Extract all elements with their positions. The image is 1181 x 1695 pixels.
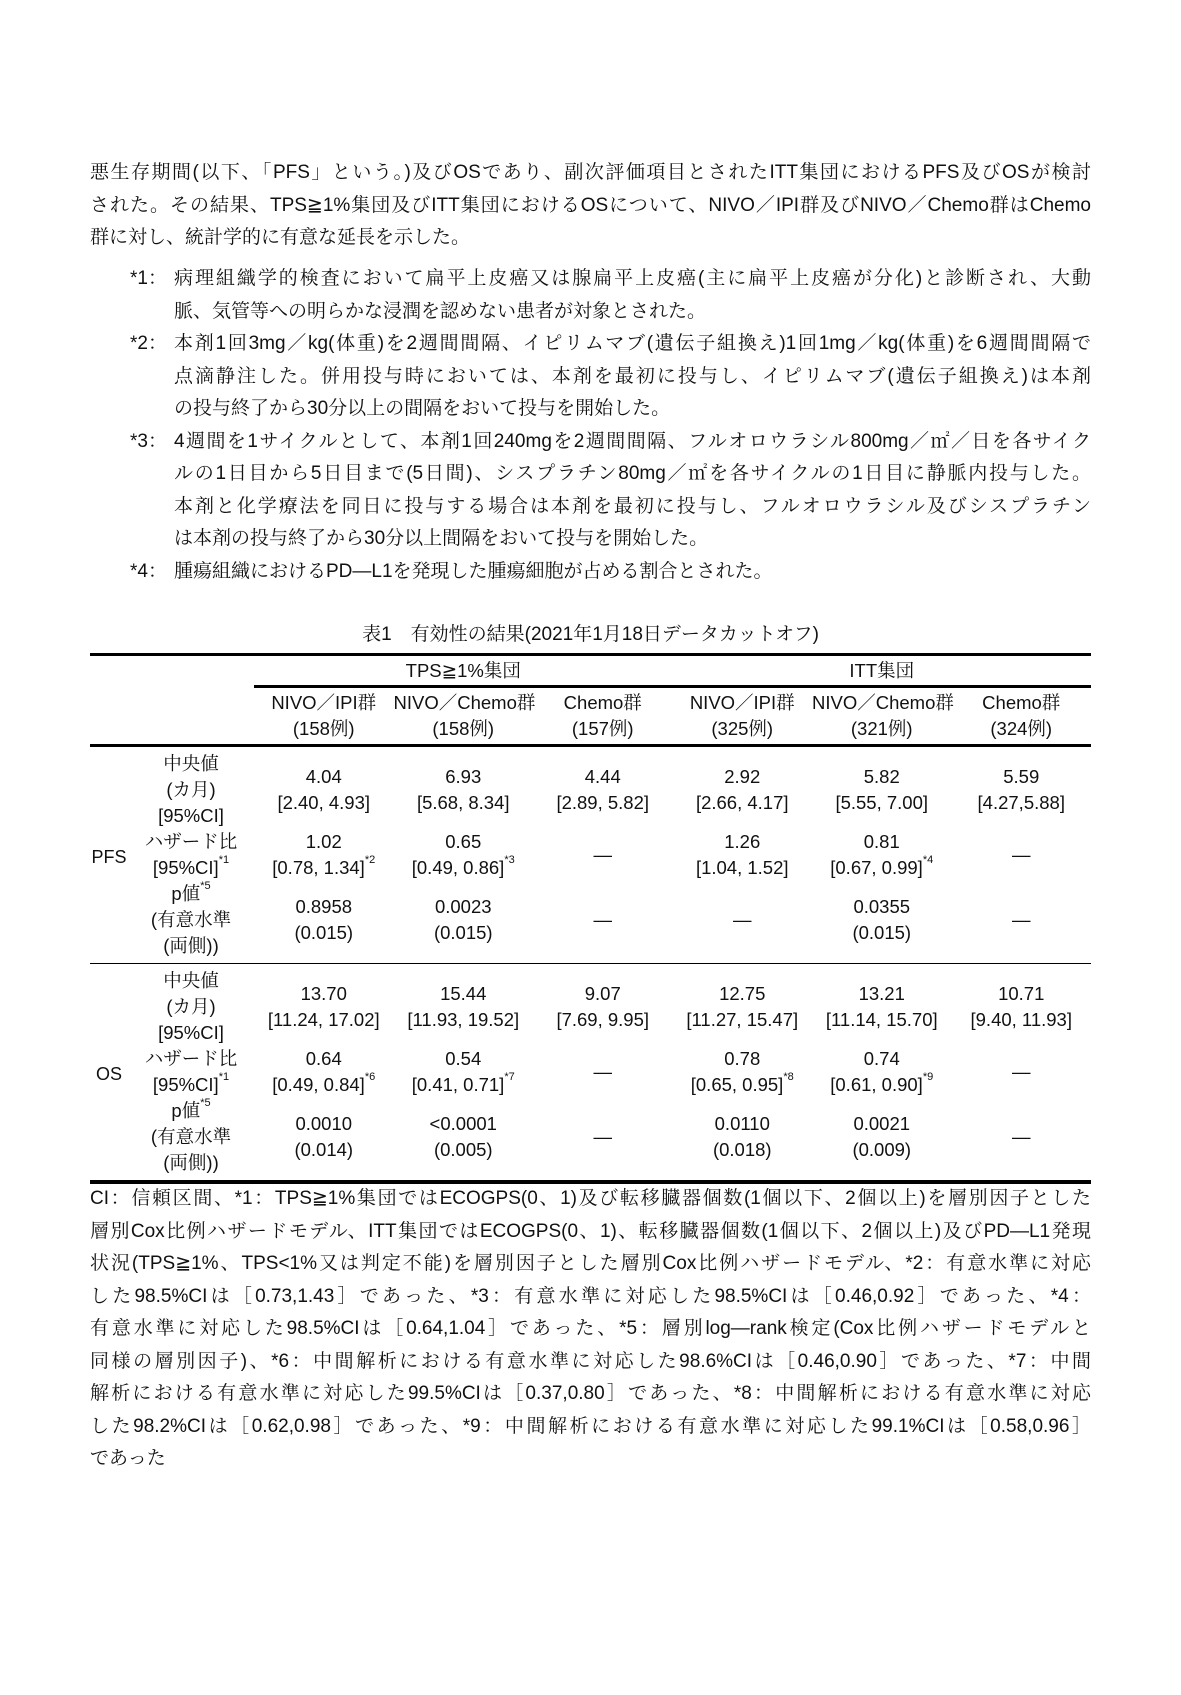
cell-text: [5.55, 7.00] bbox=[835, 792, 929, 813]
table-row-median bbox=[90, 746, 1091, 830]
cell-text: [0.61, 0.90] bbox=[830, 1074, 923, 1095]
cell-text: 6.93 bbox=[445, 766, 482, 787]
cell-text: 4.04 bbox=[305, 766, 342, 787]
cell-text: 9.07 bbox=[584, 983, 621, 1004]
dash: ― bbox=[733, 909, 752, 930]
text-line: 層別Cox比例ハザードモデル、ITT集団ではECOGPS(0、1)、転移臓器個数(1個以下、2個以上)及びPD―L1発現 bbox=[90, 1220, 1091, 1242]
footnote-marker: *2： bbox=[130, 333, 167, 354]
row-label bbox=[128, 1046, 254, 1098]
footnote-ref: *8 bbox=[783, 1071, 794, 1083]
footnote-text bbox=[174, 426, 1091, 556]
data-cell bbox=[394, 964, 534, 1047]
data-cell bbox=[673, 829, 813, 881]
section-label bbox=[90, 964, 128, 1183]
cell-text: (0.009) bbox=[852, 1139, 912, 1160]
data-cell bbox=[673, 1046, 813, 1098]
group-label: ITT集団 bbox=[849, 659, 915, 681]
cell-text: 0.54 bbox=[445, 1048, 482, 1069]
efficacy-results-table bbox=[90, 653, 1091, 1184]
group-header bbox=[254, 655, 673, 687]
text-line: ルの1日目から5日目まで(5日間)、シスプラチン80mg／㎡を各サイクルの1日目に静脈内投与した。 bbox=[174, 463, 1091, 484]
footnote-ref: *3 bbox=[504, 854, 515, 866]
cell-text: [11.27, 15.47] bbox=[686, 1009, 799, 1030]
cell-text: p値 bbox=[171, 883, 201, 904]
footnote-ref: *5 bbox=[200, 1097, 211, 1109]
section-name: PFS bbox=[91, 847, 127, 867]
cell-text: 0.65 bbox=[445, 831, 482, 852]
row-label bbox=[128, 1098, 254, 1182]
data-cell bbox=[812, 881, 952, 964]
table-row-p bbox=[90, 1098, 1091, 1182]
cell-text: [0.65, 0.95] bbox=[690, 1074, 784, 1095]
data-cell bbox=[254, 829, 394, 881]
table-notes bbox=[90, 1183, 1091, 1476]
dash: ― bbox=[593, 844, 612, 865]
text-line: 同様の層別因子)、*6：中間解析における有意水準に対応した98.6%CIは［0.46,0.90］であった、*7：中間 bbox=[90, 1350, 1091, 1372]
data-cell bbox=[952, 881, 1092, 964]
data-cell bbox=[812, 1098, 952, 1182]
column-header bbox=[533, 687, 673, 746]
cell-text: 5.59 bbox=[1003, 766, 1040, 787]
cell-text: 0.0355 bbox=[853, 896, 911, 917]
footnote-text bbox=[174, 328, 1091, 426]
footnote-ref: *5 bbox=[200, 880, 211, 892]
footnote-marker: *1： bbox=[130, 268, 167, 289]
table-row-hr bbox=[90, 829, 1091, 881]
data-cell bbox=[812, 1046, 952, 1098]
cell-text: [0.41, 0.71] bbox=[411, 1074, 505, 1095]
dash: ― bbox=[1012, 1126, 1031, 1147]
footnote-marker: *3： bbox=[130, 430, 167, 452]
footnote-ref: *9 bbox=[922, 1071, 934, 1083]
cell-text: 0.74 bbox=[863, 1048, 900, 1069]
text-line: 腫瘍組織におけるPD―L1を発現した腫瘍細胞が占める割合とされた。 bbox=[174, 560, 773, 582]
cell-text: 2.92 bbox=[724, 766, 761, 787]
data-cell bbox=[673, 964, 813, 1047]
dash: ― bbox=[1012, 1061, 1031, 1082]
dash: ― bbox=[593, 1126, 612, 1147]
text-line: 4週間を1サイクルとして、本剤1回240mgを2週間間隔、フルオロウラシル800mg／㎡／日を各サイク bbox=[174, 430, 1091, 452]
cell-text: 0.0110 bbox=[714, 1113, 770, 1134]
cell-text: (有意水準 bbox=[150, 909, 232, 930]
text-line: 点滴静注した。併用投与時においては、本剤を最初に投与し、イピリムマブ(遺伝子組換え)は本剤 bbox=[174, 365, 1091, 387]
cell-text: 0.0010 bbox=[295, 1113, 353, 1134]
data-cell bbox=[533, 964, 673, 1047]
cell-text: (0.015) bbox=[294, 922, 354, 943]
column-header bbox=[673, 687, 813, 746]
data-cell bbox=[533, 746, 673, 830]
data-cell bbox=[254, 881, 394, 964]
text-line: 解析における有意水準に対応した99.5%CIは［0.37,0.80］であった、*8：中間解析における有意水準に対応 bbox=[90, 1383, 1091, 1404]
data-cell bbox=[812, 829, 952, 881]
cell-text: [0.49, 0.86] bbox=[411, 857, 505, 878]
dash: ― bbox=[593, 1061, 612, 1082]
text-line: 状況(TPS≧1%、TPS<1%又は判定不能)を層別因子とした層別Cox比例ハザードモデル、*2：有意水準に対応 bbox=[90, 1253, 1091, 1274]
cell-text: 中央値 bbox=[163, 753, 219, 774]
text-line: は本剤の投与終了から30分以上間隔をおいて投与を開始した。 bbox=[174, 528, 709, 549]
cell-text: 0.0023 bbox=[434, 896, 492, 917]
footnote-ref: *4 bbox=[922, 854, 934, 866]
cell-text: [2.40, 4.93] bbox=[277, 792, 371, 813]
cell-text: NIVO／IPI群 bbox=[271, 692, 377, 713]
footnote-text bbox=[174, 556, 1091, 589]
cell-text: [2.66, 4.17] bbox=[695, 792, 789, 813]
cell-text: 10.71 bbox=[998, 983, 1045, 1004]
cell-text: (0.018) bbox=[712, 1139, 772, 1160]
text-line: 脈、気管等への明らかな浸潤を認めない患者が対象とされた。 bbox=[174, 300, 707, 322]
cell-text: ハザード比 bbox=[144, 831, 238, 852]
cell-text: [11.14, 15.70] bbox=[825, 1009, 938, 1030]
footnote-ref: *1 bbox=[218, 1071, 230, 1083]
cell-text: [2.89, 5.82] bbox=[556, 792, 650, 813]
group-header bbox=[673, 655, 1092, 687]
data-cell bbox=[533, 1046, 673, 1098]
cell-text: <0.0001 bbox=[429, 1113, 497, 1134]
data-cell bbox=[254, 746, 394, 830]
data-cell bbox=[952, 829, 1092, 881]
cell-text: [95%CI] bbox=[158, 1022, 224, 1043]
text-line: 有意水準に対応した98.5%CIは［0.64,1.04］であった、*5：層別log―rank検定(Cox比例ハザードモデルと bbox=[90, 1318, 1091, 1339]
group-label: TPS≧1%集団 bbox=[405, 659, 521, 681]
data-cell bbox=[254, 964, 394, 1047]
text-line: 本剤と化学療法を同日に投与する場合は本剤を最初に投与し、フルオロウラシル及びシスプラチン bbox=[174, 495, 1091, 517]
cell-text: (0.015) bbox=[852, 922, 912, 943]
cell-text: 1.26 bbox=[724, 831, 761, 852]
cell-text: 13.21 bbox=[858, 983, 905, 1004]
footnote-list bbox=[90, 263, 1091, 588]
text-line: であった bbox=[90, 1448, 166, 1469]
column-header bbox=[394, 687, 534, 746]
row-label bbox=[128, 746, 254, 830]
blank-cell bbox=[90, 687, 254, 746]
table-row-p bbox=[90, 881, 1091, 964]
data-cell bbox=[394, 1098, 534, 1182]
footnote-item bbox=[90, 328, 1091, 426]
cell-text: [7.69, 9.95] bbox=[556, 1009, 650, 1030]
data-cell bbox=[812, 964, 952, 1047]
intro-paragraph bbox=[90, 157, 1091, 255]
data-cell bbox=[952, 1098, 1092, 1182]
column-header bbox=[812, 687, 952, 746]
data-cell bbox=[254, 1046, 394, 1098]
cell-text: NIVO／IPI群 bbox=[689, 692, 795, 713]
text-line: された。その結果、TPS≧1%集団及びITT集団におけるOSについて、NIVO／IPI群及びNIVO／Chemo群はChemo bbox=[90, 194, 1091, 216]
data-cell bbox=[394, 829, 534, 881]
text-line: 群に対し、統計学的に有意な延長を示した。 bbox=[90, 227, 471, 248]
cell-text: (158例) bbox=[432, 718, 495, 739]
text-line: の投与終了から30分以上の間隔をおいて投与を開始した。 bbox=[174, 398, 671, 419]
footnote-ref: *2 bbox=[364, 854, 376, 866]
cell-text: [5.68, 8.34] bbox=[416, 792, 510, 813]
cell-text: [9.40, 11.93] bbox=[970, 1009, 1072, 1030]
cell-text: [0.49, 0.84] bbox=[272, 1074, 365, 1095]
cell-text: 0.8958 bbox=[295, 896, 353, 917]
blank-cell bbox=[90, 655, 254, 687]
data-cell bbox=[394, 1046, 534, 1098]
row-label bbox=[128, 881, 254, 964]
cell-text: (321例) bbox=[850, 718, 913, 739]
cell-text: (0.014) bbox=[294, 1139, 354, 1160]
cell-text: (有意水準 bbox=[150, 1126, 232, 1147]
cell-text: (カ月) bbox=[166, 996, 216, 1017]
data-cell bbox=[533, 1098, 673, 1182]
data-cell bbox=[812, 746, 952, 830]
cell-text: (カ月) bbox=[166, 779, 216, 800]
footnote-item bbox=[90, 263, 1091, 328]
text-line: 本剤1回3mg／kg(体重)を2週間間隔、イピリムマブ(遺伝子組換え)1回1mg／kg(体重)を6週間間隔で bbox=[174, 333, 1091, 354]
data-cell bbox=[254, 1098, 394, 1182]
cell-text: 15.44 bbox=[440, 983, 487, 1004]
cell-text: ハザード比 bbox=[144, 1048, 238, 1069]
data-cell bbox=[394, 881, 534, 964]
cell-text: [95%CI] bbox=[158, 805, 224, 826]
table-caption: 表1 有効性の結果(2021年1月18日データカットオフ) bbox=[362, 624, 819, 645]
cell-text: 0.78 bbox=[724, 1048, 761, 1069]
footnote-ref: *6 bbox=[364, 1071, 376, 1083]
data-cell bbox=[394, 746, 534, 830]
text-line: CI：信頼区間、*1：TPS≧1%集団ではECOGPS(0、1)及び転移臓器個数(1個以下、2個以上)を層別因子とした bbox=[90, 1188, 1091, 1209]
data-cell bbox=[952, 1046, 1092, 1098]
text-line: 悪生存期間(以下、「PFS」という。)及びOSであり、副次評価項目とされたITT集団におけるPFS及びOSが検討 bbox=[90, 162, 1091, 183]
cell-text: (158例) bbox=[292, 718, 355, 739]
cell-text: (157例) bbox=[571, 718, 634, 739]
cell-text: 0.0021 bbox=[853, 1113, 911, 1134]
cell-text: 5.82 bbox=[863, 766, 900, 787]
cell-text: 0.64 bbox=[305, 1048, 342, 1069]
cell-text: (324例) bbox=[990, 718, 1053, 739]
cell-text: [1.04, 1.52] bbox=[695, 857, 789, 878]
dash: ― bbox=[1012, 909, 1031, 930]
text-line: 病理組織学的検査において扁平上皮癌又は腺扁平上皮癌(主に扁平上皮癌が分化)と診断され、大動 bbox=[174, 268, 1091, 289]
cell-text: 4.44 bbox=[584, 766, 621, 787]
cell-text: [11.24, 17.02] bbox=[267, 1009, 380, 1030]
data-cell bbox=[952, 746, 1092, 830]
data-cell bbox=[673, 881, 813, 964]
footnote-marker: *4： bbox=[130, 560, 167, 582]
footnote-item bbox=[90, 556, 1091, 589]
text-line: した98.5%CIは［0.73,1.43］であった、*3：有意水準に対応した98.5%CIは［0.46,0.92］であった、*4： bbox=[90, 1285, 1091, 1307]
cell-text: p値 bbox=[171, 1100, 201, 1121]
cell-text: Chemo群 bbox=[563, 692, 642, 713]
text-line: した98.2%CIは［0.62,0.98］であった、*9：中間解析における有意水準に対応した99.1%CIは［0.58,0.96］ bbox=[90, 1415, 1091, 1437]
cell-text: 12.75 bbox=[719, 983, 766, 1004]
cell-text: 0.81 bbox=[863, 831, 900, 852]
cell-text: 13.70 bbox=[300, 983, 347, 1004]
cell-text: [0.78, 1.34] bbox=[272, 857, 365, 878]
cell-text: 中央値 bbox=[163, 970, 219, 991]
cell-text: (0.015) bbox=[433, 922, 493, 943]
row-label bbox=[128, 829, 254, 881]
row-label bbox=[128, 964, 254, 1047]
cell-text: NIVO／Chemo群 bbox=[812, 692, 954, 713]
data-cell bbox=[673, 746, 813, 830]
cell-text: [4.27,5.88] bbox=[977, 792, 1065, 813]
dash: ― bbox=[1012, 844, 1031, 865]
data-cell bbox=[952, 964, 1092, 1047]
cell-text: [95%CI] bbox=[152, 857, 219, 878]
table-row-median bbox=[90, 964, 1091, 1047]
dash: ― bbox=[593, 909, 612, 930]
footnote-text bbox=[174, 263, 1091, 328]
cell-text: (325例) bbox=[711, 718, 774, 739]
cell-text: Chemo群 bbox=[982, 692, 1061, 713]
cell-text: NIVO／Chemo群 bbox=[393, 692, 536, 713]
section-name: OS bbox=[95, 1064, 122, 1084]
column-header bbox=[254, 687, 394, 746]
footnote-ref: *7 bbox=[504, 1071, 515, 1083]
cell-text: (両側)) bbox=[163, 1152, 219, 1173]
data-cell bbox=[533, 881, 673, 964]
cell-text: [11.93, 19.52] bbox=[407, 1009, 520, 1030]
data-cell bbox=[533, 829, 673, 881]
cell-text: [95%CI] bbox=[152, 1074, 219, 1095]
cell-text: 1.02 bbox=[305, 831, 342, 852]
column-header bbox=[952, 687, 1092, 746]
section-label bbox=[90, 746, 128, 964]
table-row-hr bbox=[90, 1046, 1091, 1098]
footnote-ref: *1 bbox=[218, 854, 230, 866]
data-cell bbox=[673, 1098, 813, 1182]
footnote-item bbox=[90, 426, 1091, 556]
cell-text: (両側)) bbox=[163, 935, 219, 956]
cell-text: [0.67, 0.99] bbox=[830, 857, 923, 878]
cell-text: (0.005) bbox=[433, 1139, 493, 1160]
